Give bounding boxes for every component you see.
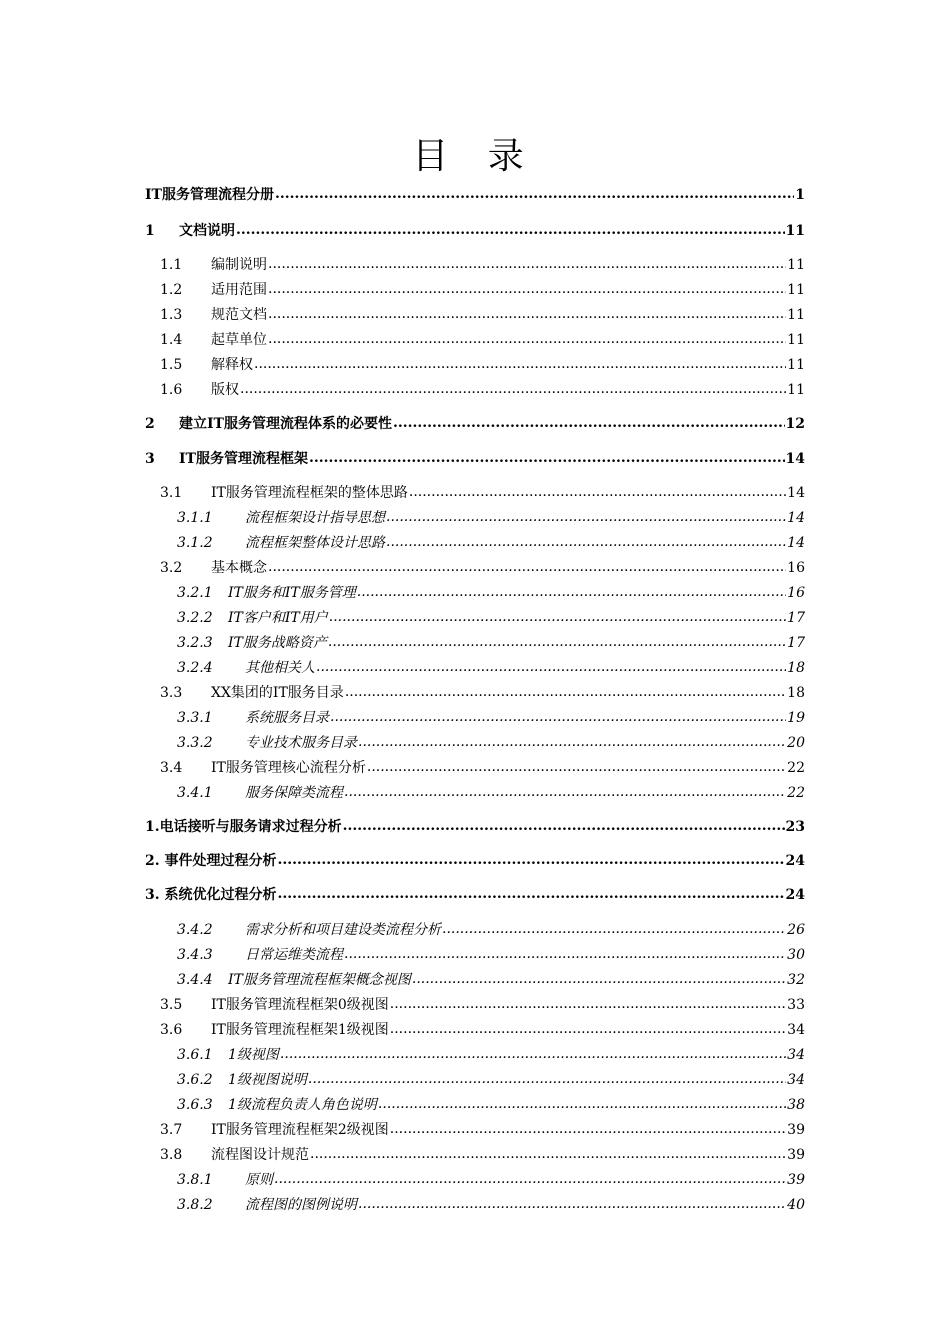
toc-entry-title: 2. 事件处理过程分析	[145, 853, 277, 869]
toc-entry-number: 3.8.2	[177, 1197, 213, 1213]
toc-dot-leader	[386, 508, 786, 526]
toc-dot-leader	[358, 1195, 786, 1213]
toc-entry[interactable]	[160, 759, 805, 777]
toc-entry[interactable]	[145, 818, 805, 836]
toc-entry-number: 3.1.1	[177, 510, 213, 526]
toc-dot-leader	[316, 658, 786, 676]
toc-entry[interactable]	[177, 509, 805, 527]
toc-title: 目 录	[412, 136, 538, 177]
toc-entry-number: 3.7	[160, 1122, 183, 1138]
toc-entry-number: 1.4	[160, 332, 183, 348]
toc-entry[interactable]	[160, 484, 805, 502]
toc-dot-leader	[386, 533, 786, 551]
toc-entry[interactable]	[160, 559, 805, 577]
toc-entry-number: 3.6	[160, 1022, 183, 1038]
toc-dot-leader	[412, 970, 786, 988]
toc-entry-page: 14	[785, 451, 805, 467]
toc-entry-title: 流程框架整体设计思路	[245, 535, 385, 551]
toc-dot-leader	[268, 305, 786, 323]
toc-dot-leader	[274, 1170, 786, 1188]
toc-entry-page: 22	[787, 785, 805, 801]
toc-dot-leader	[344, 945, 786, 963]
toc-entry-page: 17	[787, 610, 805, 626]
toc-entry-page: 18	[787, 685, 805, 701]
toc-dot-leader	[393, 414, 785, 432]
toc-entry-page: 40	[787, 1197, 805, 1213]
toc-entry-title: XX集团的IT服务目录	[211, 685, 344, 701]
toc-entry[interactable]	[145, 415, 805, 433]
toc-entry[interactable]	[160, 1121, 805, 1139]
toc-entry-page: 26	[787, 922, 805, 938]
toc-entry-title: 版权	[211, 382, 239, 398]
toc-entry-title: IT客户和IT用户	[228, 610, 328, 626]
toc-entry-title: 原则	[245, 1172, 273, 1188]
toc-entry-number: 1.5	[160, 357, 183, 373]
toc-entry-title: 建立IT服务管理流程体系的必要性	[179, 416, 392, 432]
toc-entry-number: 3.1.2	[177, 535, 213, 551]
toc-dot-leader	[278, 851, 785, 869]
toc-entry-title: 解释权	[211, 357, 253, 373]
toc-entry-title: 编制说明	[211, 257, 267, 273]
toc-entry-title: IT服务和IT服务管理	[228, 585, 356, 601]
toc-entry-page: 23	[785, 819, 805, 835]
toc-entry-page: 14	[787, 510, 805, 526]
toc-entry-page: 14	[787, 535, 805, 551]
toc-entry-page: 16	[787, 585, 805, 601]
toc-entry-page: 14	[787, 485, 805, 501]
toc-entry-title: 基本概念	[211, 560, 267, 576]
toc-dot-leader	[330, 708, 786, 726]
toc-entry-title: IT服务管理流程分册	[145, 187, 274, 203]
toc-entry[interactable]	[145, 186, 805, 204]
toc-entry-title: 流程图的图例说明	[245, 1197, 357, 1213]
toc-entry[interactable]	[177, 584, 805, 602]
toc-entry-title: IT服务管理流程框架0级视图	[211, 997, 389, 1013]
toc-dot-leader	[343, 817, 785, 835]
toc-entry-title: IT服务战略资产	[228, 635, 327, 651]
toc-entry-number: 3	[145, 451, 155, 467]
toc-entry[interactable]	[177, 921, 805, 939]
toc-entry[interactable]	[177, 784, 805, 802]
toc-entry-page: 34	[787, 1047, 805, 1063]
toc-entry-page: 38	[787, 1097, 805, 1113]
toc-entry-number: 3.3	[160, 685, 183, 701]
toc-entry-title: IT服务管理核心流程分析	[211, 760, 366, 776]
toc-entry-page: 11	[787, 332, 805, 348]
toc-entry-title: IT服务管理流程框架概念视图	[228, 972, 411, 988]
toc-entry-page: 39	[787, 1147, 805, 1163]
toc-entry[interactable]	[177, 971, 805, 989]
toc-entry-page: 11	[787, 357, 805, 373]
toc-entry[interactable]	[177, 1046, 805, 1064]
toc-entry-title: IT服务管理流程框架2级视图	[211, 1122, 389, 1138]
toc-dot-leader	[308, 1070, 786, 1088]
toc-dot-leader	[254, 355, 786, 373]
toc-entry[interactable]	[160, 256, 805, 274]
toc-entry[interactable]	[160, 1021, 805, 1039]
toc-entry-number: 3.2.4	[177, 660, 213, 676]
toc-entry-title: 1级视图说明	[228, 1072, 307, 1088]
toc-entry[interactable]	[160, 381, 805, 399]
toc-entry-number: 1.1	[160, 257, 183, 273]
toc-entry[interactable]	[177, 1196, 805, 1214]
toc-entry-page: 18	[787, 660, 805, 676]
toc-entry-title: 1级流程负责人角色说明	[228, 1097, 377, 1113]
toc-entry[interactable]	[177, 1071, 805, 1089]
toc-dot-leader	[409, 483, 786, 501]
toc-entry-title: 适用范围	[211, 282, 267, 298]
toc-entry-number: 3.2.1	[177, 585, 213, 601]
toc-entry[interactable]	[177, 634, 805, 652]
toc-entry-number: 3.4.3	[177, 947, 213, 963]
toc-entry-page: 11	[785, 223, 805, 239]
toc-dot-leader	[358, 733, 786, 751]
toc-entry-title: 起草单位	[211, 332, 267, 348]
toc-dot-leader	[329, 608, 786, 626]
toc-dot-leader	[328, 633, 786, 651]
toc-entry-number: 1.6	[160, 382, 183, 398]
toc-entry[interactable]	[177, 1171, 805, 1189]
toc-dot-leader	[357, 583, 786, 601]
toc-entry-page: 1	[795, 187, 805, 203]
toc-dot-leader	[390, 1020, 786, 1038]
toc-entry-title: 流程图设计规范	[211, 1147, 309, 1163]
toc-dot-leader	[310, 1145, 786, 1163]
toc-entry[interactable]	[177, 946, 805, 964]
toc-entry-page: 19	[787, 710, 805, 726]
toc-entry-number: 3.5	[160, 997, 183, 1013]
toc-entry-number: 1	[145, 223, 155, 239]
toc-entry-page: 11	[787, 307, 805, 323]
toc-entry-number: 3.6.1	[177, 1047, 213, 1063]
toc-entry-number: 3.2	[160, 560, 183, 576]
toc-entry-number: 3.1	[160, 485, 183, 501]
toc-entry-page: 11	[787, 382, 805, 398]
toc-dot-leader	[278, 885, 785, 903]
toc-dot-leader	[280, 1045, 786, 1063]
toc-entry-page: 17	[787, 635, 805, 651]
toc-entry[interactable]	[160, 356, 805, 374]
toc-entry-title: IT服务管理流程框架的整体思路	[211, 485, 408, 501]
toc-entry-title: 1.电话接听与服务请求过程分析	[145, 819, 342, 835]
toc-entry-title: 系统服务目录	[245, 710, 329, 726]
toc-dot-leader	[390, 995, 786, 1013]
toc-entry-number: 3.8	[160, 1147, 183, 1163]
toc-entry-number: 1.3	[160, 307, 183, 323]
toc-dot-leader	[236, 221, 785, 239]
toc-entry[interactable]	[160, 331, 805, 349]
toc-entry-page: 34	[787, 1072, 805, 1088]
toc-entry-title: IT服务管理流程框架	[179, 451, 308, 467]
toc-dot-leader	[275, 185, 794, 203]
toc-entry-page: 39	[787, 1122, 805, 1138]
toc-entry[interactable]	[177, 659, 805, 677]
toc-entry-number: 3.2.3	[177, 635, 213, 651]
toc-entry-page: 39	[787, 1172, 805, 1188]
toc-dot-leader	[345, 683, 786, 701]
toc-dot-leader	[344, 783, 786, 801]
toc-entry[interactable]	[145, 886, 805, 904]
toc-entry-number: 2	[145, 416, 155, 432]
toc-entry-page: 22	[787, 760, 805, 776]
toc-dot-leader	[309, 449, 785, 467]
toc-entry-number: 3.3.1	[177, 710, 213, 726]
toc-entry-page: 24	[785, 853, 805, 869]
toc-entry-number: 3.2.2	[177, 610, 213, 626]
toc-entry[interactable]	[177, 709, 805, 727]
toc-entry-page: 34	[787, 1022, 805, 1038]
toc-dot-leader	[378, 1095, 786, 1113]
toc-entry[interactable]	[177, 734, 805, 752]
toc-entry-title: 其他相关人	[245, 660, 315, 676]
toc-entry-number: 3.8.1	[177, 1172, 213, 1188]
toc-entry[interactable]	[177, 1096, 805, 1114]
toc-entry-page: 12	[785, 416, 805, 432]
toc-entry-title: 1级视图	[228, 1047, 279, 1063]
toc-entry[interactable]	[160, 1146, 805, 1164]
toc-entry-page: 20	[787, 735, 805, 751]
toc-entry-title: 专业技术服务目录	[245, 735, 357, 751]
toc-entry-number: 3.4.2	[177, 922, 213, 938]
toc-dot-leader	[390, 1120, 786, 1138]
toc-entry[interactable]	[145, 852, 805, 870]
toc-dot-leader	[442, 920, 786, 938]
toc-entry-title: 流程框架设计指导思想	[245, 510, 385, 526]
toc-entry-number: 3.6.3	[177, 1097, 213, 1113]
toc-entry-page: 11	[787, 282, 805, 298]
toc-entry-title: IT服务管理流程框架1级视图	[211, 1022, 389, 1038]
toc-entry[interactable]	[160, 281, 805, 299]
toc-entry-page: 33	[787, 997, 805, 1013]
toc-dot-leader	[268, 280, 786, 298]
toc-entry-title: 日常运维类流程	[245, 947, 343, 963]
toc-entry-number: 3.4	[160, 760, 183, 776]
toc-entry-page: 16	[787, 560, 805, 576]
toc-entry[interactable]	[160, 996, 805, 1014]
toc-entry[interactable]	[145, 222, 805, 240]
toc-entry-page: 24	[785, 887, 805, 903]
toc-entry-number: 1.2	[160, 282, 183, 298]
toc-entry-number: 3.6.2	[177, 1072, 213, 1088]
toc-entry[interactable]	[160, 684, 805, 702]
toc-dot-leader	[367, 758, 786, 776]
toc-entry-title: 文档说明	[179, 223, 235, 239]
toc-entry-title: 3. 系统优化过程分析	[145, 887, 277, 903]
toc-dot-leader	[268, 330, 786, 348]
toc-dot-leader	[240, 380, 786, 398]
toc-entry-title: 规范文档	[211, 307, 267, 323]
toc-entry-page: 11	[787, 257, 805, 273]
toc-entry-page: 30	[787, 947, 805, 963]
toc-entry[interactable]	[177, 534, 805, 552]
toc-dot-leader	[268, 255, 786, 273]
toc-dot-leader	[268, 558, 786, 576]
toc-entry-page: 32	[787, 972, 805, 988]
toc-entry-number: 3.3.2	[177, 735, 213, 751]
toc-entry[interactable]	[145, 450, 805, 468]
toc-entry-number: 3.4.4	[177, 972, 213, 988]
toc-entry-number: 3.4.1	[177, 785, 213, 801]
toc-entry[interactable]	[160, 306, 805, 324]
toc-entry-title: 需求分析和项目建设类流程分析	[245, 922, 441, 938]
toc-entry[interactable]	[177, 609, 805, 627]
toc-entry-title: 服务保障类流程	[245, 785, 343, 801]
